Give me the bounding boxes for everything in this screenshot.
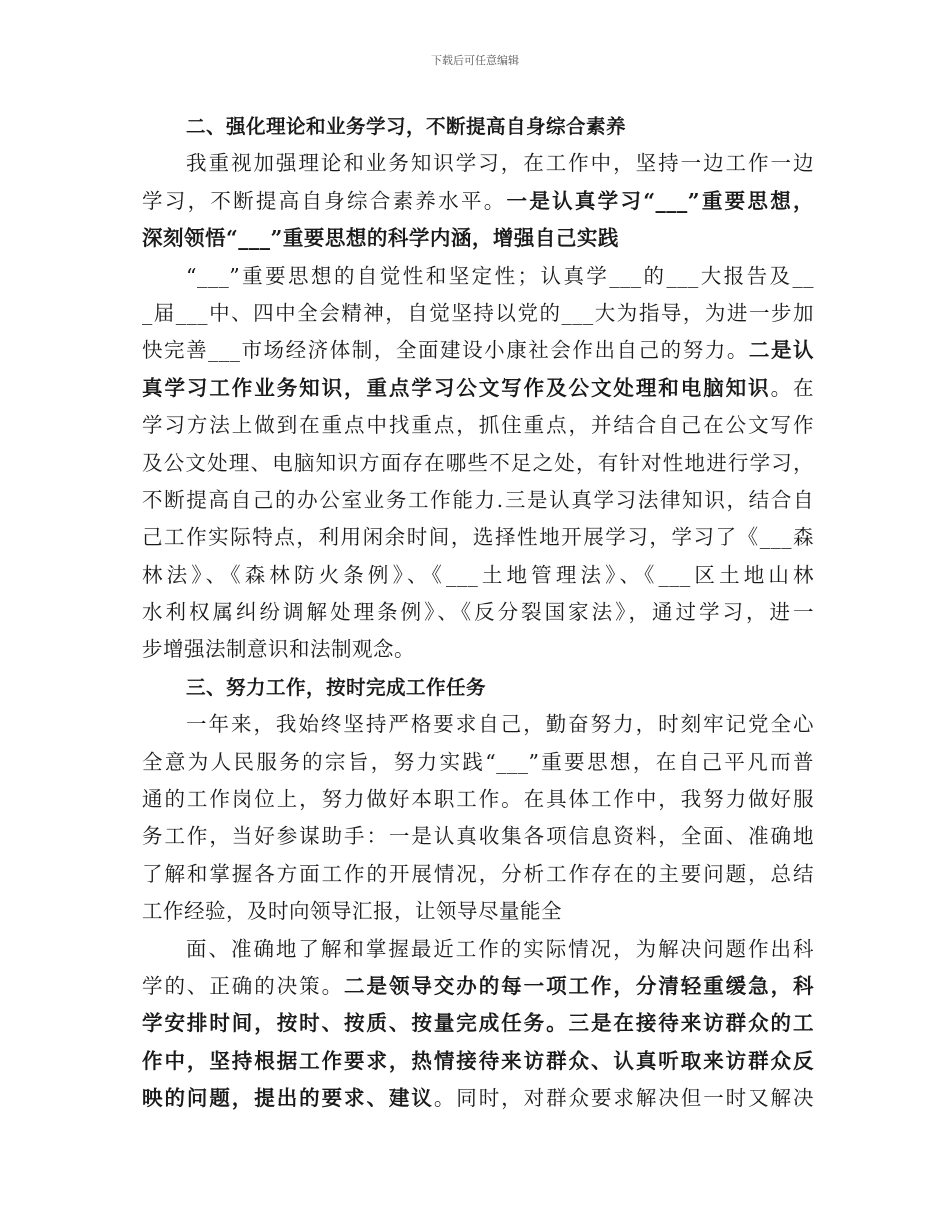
bold-text-segment: 映的问题，提出的要求、建议 — [142, 1086, 434, 1111]
paragraph-line — [142, 1043, 814, 1080]
text-segment: 步增强法制意识和法制观念。 — [142, 637, 415, 662]
paragraph-line — [142, 295, 814, 332]
page-header-note: 下载后可任意编辑 — [431, 54, 519, 67]
paragraph-line — [142, 482, 814, 519]
text-segment: _届___中、四中全会精神，自觉坚持以党的___大为指导，为进一步加 — [142, 300, 814, 325]
section-heading-2 — [142, 108, 814, 145]
text-segment: 了解和掌握各方面工作的开展情况，分析工作存在的主要问题，总结 — [142, 861, 814, 886]
text-segment: 及公文处理、电脑知识方面存在哪些不足之处，有针对性地进行学习， — [142, 450, 814, 475]
paragraph-line — [142, 445, 814, 482]
text-segment: 己工作实际特点，利用闲余时间，选择性地开展学习，学习了《___森 — [142, 525, 814, 550]
text-segment: 水利权属纠纷调解处理条例》、《反分裂国家法》，通过学习，进一 — [142, 600, 814, 625]
paragraph-line — [142, 931, 814, 968]
document-body — [142, 108, 814, 1118]
text-segment: 一年来，我始终坚持严格要求自己，勤奋努力，时刻牢记党全心 — [186, 712, 814, 737]
paragraph-line — [142, 856, 814, 893]
paragraph-line — [142, 407, 814, 444]
bold-text-segment: 二是认 — [748, 338, 815, 363]
bold-text-segment: 作中，坚持根据工作要求，热情接待来访群众、认真听取来访群众反 — [142, 1048, 814, 1073]
text-segment: 。在 — [770, 375, 815, 400]
text-segment: 面、准确地了解和掌握最近工作的实际情况，为解决问题作出科 — [186, 936, 814, 961]
text-segment: 工作经验，及时向领导汇报，让领导尽量能全 — [142, 899, 562, 924]
bold-text-segment: 深刻领悟“___”重要思想的科学内涵，增强自己实践 — [142, 226, 619, 251]
paragraph-line — [142, 631, 814, 668]
paragraph-line — [142, 370, 814, 407]
text-segment: “___”重要思想的自觉性和坚定性；认真学___的___大报告及__ — [186, 263, 814, 288]
paragraph-line — [142, 332, 814, 369]
section-heading-3 — [142, 669, 814, 706]
text-segment: 全意为人民服务的宗旨，努力实践“___”重要思想，在自己平凡而普 — [142, 749, 814, 774]
paragraph-line — [142, 220, 814, 257]
text-segment: 。同时，对群众要求解决但一时又解决 — [433, 1086, 814, 1111]
paragraph-line — [142, 145, 814, 182]
paragraph-line — [142, 557, 814, 594]
paragraph-line — [142, 744, 814, 781]
paragraph-line — [142, 594, 814, 631]
text-segment: 我重视加强理论和业务知识学习，在工作中，坚持一边工作一边 — [186, 151, 814, 176]
paragraph-line — [142, 258, 814, 295]
paragraph-line — [142, 183, 814, 220]
paragraph-line — [142, 706, 814, 743]
text-segment: 务工作，当好参谋助手：一是认真收集各项信息资料，全面、准确地 — [142, 824, 814, 849]
bold-text-segment: 学安排时间，按时、按质、按量完成任务。三是在接待来访群众的工 — [142, 1011, 814, 1036]
bold-text-segment: 真学习工作业务知识，重点学习公文写作及公文处理和电脑知识 — [142, 375, 771, 400]
text-segment: 学习，不断提高自身综合素养水平。 — [142, 188, 507, 213]
text-segment: 不断提高自己的办公室业务工作能力.三是认真学习法律知识，结合自 — [142, 487, 814, 512]
paragraph-line — [142, 1080, 814, 1117]
text-segment: 通的工作岗位上，努力做好本职工作。在具体工作中，我努力做好服 — [142, 787, 814, 812]
bold-text-segment: 二是领导交办的每一项工作，分清轻重缓急，科 — [344, 973, 815, 998]
text-segment: 学习方法上做到在重点中找重点，抓住重点，并结合自己在公文写作 — [142, 413, 814, 438]
text-segment: 学的、正确的决策。 — [142, 973, 345, 998]
paragraph-line — [142, 893, 814, 930]
paragraph-line — [142, 781, 814, 818]
paragraph-line — [142, 519, 814, 556]
bold-text-segment: 二、强化理论和业务学习，不断提高自身综合素养 — [186, 115, 627, 138]
paragraph-line — [142, 968, 814, 1005]
bold-text-segment: 一是认真学习“___”重要思想， — [506, 188, 814, 213]
paragraph-line — [142, 1005, 814, 1042]
bold-text-segment: 三、努力工作，按时完成工作任务 — [186, 675, 487, 699]
text-segment: 快完善___市场经济体制，全面建设小康社会作出自己的努力。 — [142, 338, 749, 363]
text-segment: 林法》、《森林防火条例》、《___土地管理法》、《___区土地山林 — [142, 562, 814, 587]
paragraph-line — [142, 818, 814, 855]
